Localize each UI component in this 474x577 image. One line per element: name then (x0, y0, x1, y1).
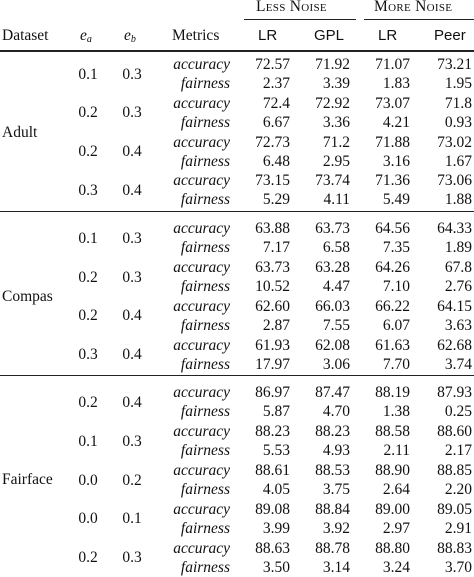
value-cell: 4.93 (322, 442, 350, 460)
value-cell: 71.07 (375, 56, 410, 73)
noise-params (0, 65, 474, 84)
eb-value: 0.4 (122, 181, 142, 199)
value-cell: 73.74 (315, 172, 350, 190)
value-cell: 1.83 (382, 75, 410, 92)
value-cell: 10.52 (255, 278, 290, 295)
metric-label: accuracy (173, 462, 230, 479)
section-rule (0, 375, 474, 376)
value-cell: 6.07 (382, 316, 410, 334)
value-cell: 5.53 (262, 442, 290, 460)
metric-label: accuracy (173, 423, 230, 441)
value-cell: 66.22 (375, 297, 410, 315)
value-cell: 4.70 (322, 403, 350, 421)
value-cell: 88.78 (315, 539, 350, 557)
metric-label: fairness (180, 316, 230, 334)
value-cell: 66.03 (315, 297, 350, 315)
dataset-name: Compas (2, 287, 53, 305)
ea-value: 0.1 (78, 65, 98, 83)
value-cell: 61.63 (375, 336, 410, 354)
metric-label: fairness (180, 191, 230, 209)
value-cell: 88.60 (437, 423, 472, 441)
value-cell: 64.15 (437, 297, 472, 315)
noise-params (0, 509, 474, 528)
value-cell: 71.2 (322, 133, 350, 151)
value-cell: 17.97 (255, 355, 290, 373)
eb-value: 0.3 (122, 268, 142, 286)
header-lr-more: LR (378, 27, 398, 44)
value-cell: 5.49 (382, 191, 410, 209)
value-cell: 3.39 (322, 75, 350, 92)
noise-params (0, 103, 474, 122)
value-cell: 73.02 (437, 133, 472, 151)
metric-label: fairness (180, 152, 230, 170)
ea-value: 0.2 (78, 549, 98, 567)
value-cell: 7.35 (382, 239, 410, 257)
metric-label: fairness (180, 278, 230, 295)
value-cell: 2.87 (262, 316, 290, 334)
value-cell: 6.48 (262, 152, 290, 170)
value-cell: 71.88 (375, 133, 410, 151)
metric-label: fairness (180, 442, 230, 460)
value-cell: 7.55 (322, 316, 350, 334)
value-cell: 4.21 (382, 113, 410, 131)
header-ea: $e_a$ (80, 27, 92, 45)
header-dataset: Dataset (2, 27, 49, 44)
value-cell: 89.05 (437, 500, 472, 518)
value-cell: 87.93 (437, 384, 472, 402)
value-cell: 3.74 (444, 355, 472, 373)
value-cell: 6.58 (322, 239, 350, 257)
value-cell: 72.57 (255, 56, 290, 73)
header-rule (0, 50, 474, 52)
noise-params (0, 181, 474, 200)
value-cell: 72.4 (262, 94, 290, 112)
metric-label: accuracy (173, 539, 230, 557)
group-underline-more (364, 19, 474, 20)
eb-value: 0.4 (122, 307, 142, 325)
header-peer: Peer (434, 27, 466, 44)
value-cell: 73.21 (437, 56, 472, 73)
eb-value: 0.3 (122, 432, 142, 450)
header-lr-less: LR (258, 27, 278, 44)
ea-value: 0.0 (78, 510, 98, 528)
eb-value: 0.4 (122, 393, 142, 411)
value-cell: 72.73 (255, 133, 290, 151)
ea-value: 0.2 (78, 143, 98, 161)
eb-value: 0.1 (122, 510, 142, 528)
value-cell: 2.11 (383, 442, 410, 460)
value-cell: 88.83 (437, 539, 472, 557)
value-cell: 63.73 (255, 259, 290, 276)
dataset-name: Fairface (2, 471, 53, 489)
value-cell: 87.47 (315, 384, 350, 402)
eb-value: 0.3 (122, 104, 142, 122)
value-cell: 1.38 (382, 403, 410, 421)
eb-value: 0.2 (122, 471, 142, 489)
value-cell: 88.63 (255, 539, 290, 557)
header-eb: $e_b$ (124, 27, 136, 45)
ea-value: 0.1 (78, 432, 98, 450)
value-cell: 4.11 (323, 191, 350, 209)
value-cell: 64.56 (375, 220, 410, 238)
value-cell: 73.07 (375, 94, 410, 112)
value-cell: 0.25 (444, 403, 472, 421)
value-cell: 88.19 (375, 384, 410, 402)
value-cell: 3.24 (382, 558, 410, 576)
noise-params (0, 306, 474, 325)
ea-value: 0.2 (78, 393, 98, 411)
ea-value: 0.1 (78, 229, 98, 247)
metric-label: fairness (180, 239, 230, 257)
value-cell: 88.58 (375, 423, 410, 441)
metric-label: fairness (180, 519, 230, 537)
eb-value: 0.3 (122, 229, 142, 247)
metric-label: fairness (180, 355, 230, 373)
metric-label: accuracy (173, 336, 230, 354)
metric-label: accuracy (173, 94, 230, 112)
value-cell: 2.95 (322, 152, 350, 170)
value-cell: 67.8 (444, 259, 472, 276)
metric-label: fairness (180, 403, 230, 421)
value-cell: 64.26 (375, 259, 410, 276)
value-cell: 5.87 (262, 403, 290, 421)
noise-params (0, 268, 474, 287)
value-cell: 88.61 (255, 462, 290, 479)
metric-label: accuracy (173, 259, 230, 276)
value-cell: 2.37 (262, 75, 290, 92)
metric-label: accuracy (173, 133, 230, 151)
value-cell: 7.17 (262, 239, 290, 257)
value-cell: 3.63 (444, 316, 472, 334)
eb-value: 0.3 (122, 549, 142, 567)
eb-value: 0.4 (122, 346, 142, 364)
header-group-less-noise: Less Noise (256, 0, 327, 15)
value-cell: 89.00 (375, 500, 410, 518)
value-cell: 3.16 (382, 152, 410, 170)
value-cell: 62.68 (437, 336, 472, 354)
ea-value: 0.2 (78, 104, 98, 122)
value-cell: 2.76 (444, 278, 472, 295)
value-cell: 86.97 (255, 384, 290, 402)
value-cell: 72.92 (315, 94, 350, 112)
value-cell: 88.90 (375, 462, 410, 479)
value-cell: 2.20 (444, 481, 472, 498)
value-cell: 4.05 (262, 481, 290, 498)
metric-label: accuracy (173, 384, 230, 402)
value-cell: 62.60 (255, 297, 290, 315)
value-cell: 4.47 (322, 278, 350, 295)
value-cell: 3.99 (262, 519, 290, 537)
value-cell: 73.06 (437, 172, 472, 190)
metric-label: fairness (180, 481, 230, 498)
value-cell: 7.10 (382, 278, 410, 295)
noise-params (0, 393, 474, 412)
value-cell: 3.06 (322, 355, 350, 373)
value-cell: 1.88 (444, 191, 472, 209)
value-cell: 2.17 (444, 442, 472, 460)
value-cell: 89.08 (255, 500, 290, 518)
value-cell: 6.67 (262, 113, 290, 131)
value-cell: 0.93 (444, 113, 472, 131)
ea-value: 0.3 (78, 346, 98, 364)
value-cell: 1.67 (444, 152, 472, 170)
noise-params (0, 142, 474, 161)
value-cell: 64.33 (437, 220, 472, 238)
header-metrics: Metrics (172, 27, 220, 44)
ea-value: 0.2 (78, 307, 98, 325)
value-cell: 63.73 (315, 220, 350, 238)
value-cell: 88.53 (315, 462, 350, 479)
metric-label: accuracy (173, 220, 230, 238)
value-cell: 71.92 (315, 56, 350, 73)
value-cell: 73.15 (255, 172, 290, 190)
metric-label: fairness (180, 75, 230, 92)
header-group-more-noise: More Noise (374, 0, 453, 15)
metric-label: accuracy (173, 172, 230, 190)
value-cell: 7.70 (382, 355, 410, 373)
value-cell: 2.91 (444, 519, 472, 537)
value-cell: 3.75 (322, 481, 350, 498)
value-cell: 2.97 (382, 519, 410, 537)
value-cell: 3.50 (262, 558, 290, 576)
value-cell: 88.23 (255, 423, 290, 441)
section-rule (0, 211, 474, 212)
noise-params (0, 548, 474, 567)
eb-value: 0.3 (122, 65, 142, 83)
value-cell: 88.84 (315, 500, 350, 518)
header-gpl: GPL (314, 27, 345, 44)
value-cell: 62.08 (315, 336, 350, 354)
value-cell: 88.23 (315, 423, 350, 441)
value-cell: 1.95 (444, 75, 472, 92)
value-cell: 3.70 (444, 558, 472, 576)
value-cell: 1.89 (444, 239, 472, 257)
value-cell: 2.64 (382, 481, 410, 498)
noise-params (0, 471, 474, 490)
value-cell: 5.29 (262, 191, 290, 209)
eb-value: 0.4 (122, 143, 142, 161)
value-cell: 3.36 (322, 113, 350, 131)
value-cell: 71.8 (444, 94, 472, 112)
value-cell: 88.85 (437, 462, 472, 479)
value-cell: 71.36 (375, 172, 410, 190)
metric-label: accuracy (173, 500, 230, 518)
value-cell: 63.88 (255, 220, 290, 238)
value-cell: 3.92 (322, 519, 350, 537)
value-cell: 63.28 (315, 259, 350, 276)
group-underline-less (244, 19, 356, 20)
noise-params (0, 432, 474, 451)
noise-params (0, 345, 474, 364)
value-cell: 3.14 (322, 558, 350, 576)
value-cell: 61.93 (255, 336, 290, 354)
value-cell: 88.80 (375, 539, 410, 557)
noise-params (0, 229, 474, 248)
ea-value: 0.3 (78, 181, 98, 199)
metric-label: fairness (180, 558, 230, 576)
metric-label: accuracy (173, 56, 230, 73)
metric-label: fairness (180, 113, 230, 131)
metric-label: accuracy (173, 297, 230, 315)
ea-value: 0.0 (78, 471, 98, 489)
dataset-name: Adult (2, 123, 38, 141)
ea-value: 0.2 (78, 268, 98, 286)
